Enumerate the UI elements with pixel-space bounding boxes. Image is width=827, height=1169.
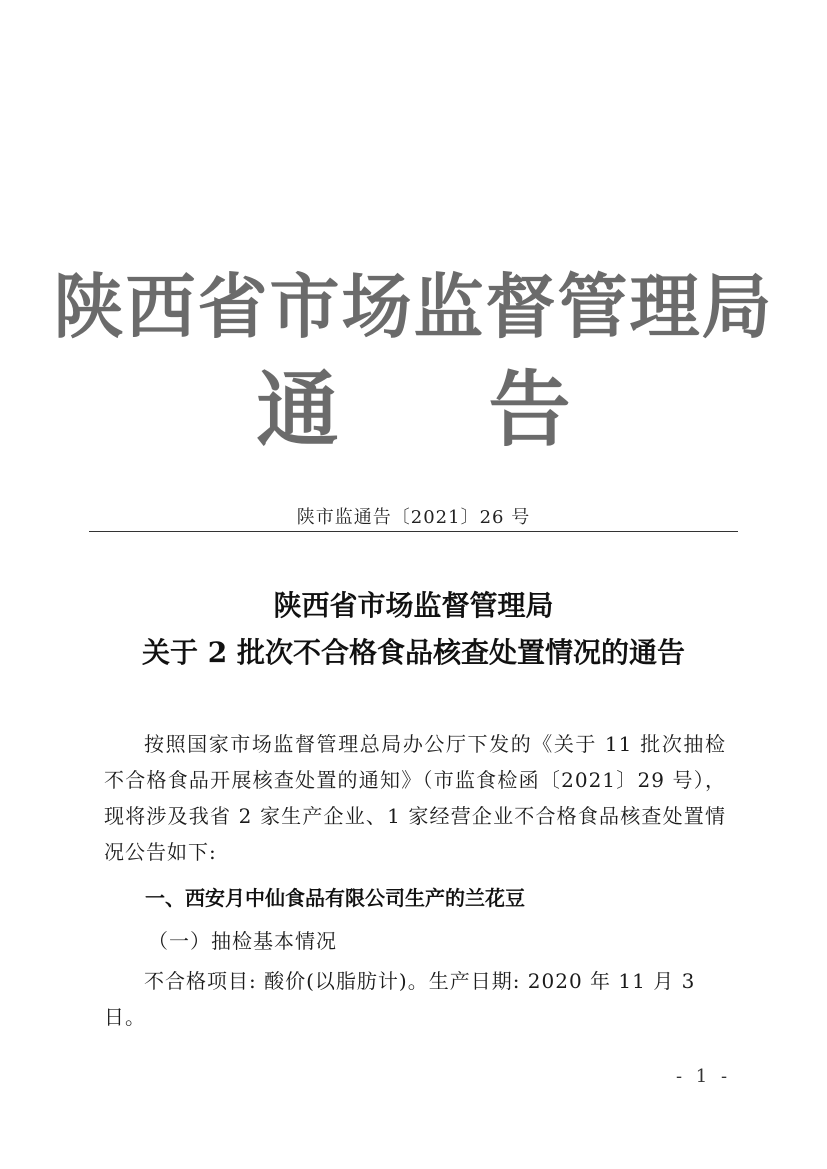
document-number: 陕市监通告〔2021〕26 号 [296,507,531,528]
subsection-1-heading: （一）抽检基本情况 [148,929,337,953]
detail-paragraph: 不合格项目: 酸价(以脂肪计)。生产日期: 2020 年 11 月 3 日。 [104,969,696,1029]
section-1-heading: 一、西安月中仙食品有限公司生产的兰花豆 [145,886,525,910]
notice-char-2: 告 [488,362,571,458]
title-line-2: 关于 2 批次不合格食品核查处置情况的通告 [142,636,685,669]
notice-char-1: 通 [256,362,339,458]
org-title: 陕西省市场监督管理局 [53,265,774,348]
intro-paragraph: 按照国家市场监督管理总局办公厅下发的《关于 11 批次抽检不合格食品开展核查处置的通知》（市监食检函〔2021〕29 号），现将涉及我省 2 家生产企业、1 家经营企业不合格食品核查处置情况公告如下: [104,732,726,864]
header-divider [89,531,738,532]
title-line-1: 陕西省市场监督管理局 [273,589,554,622]
page-number: - 1 - [676,1066,732,1087]
notice-title [0,360,827,460]
